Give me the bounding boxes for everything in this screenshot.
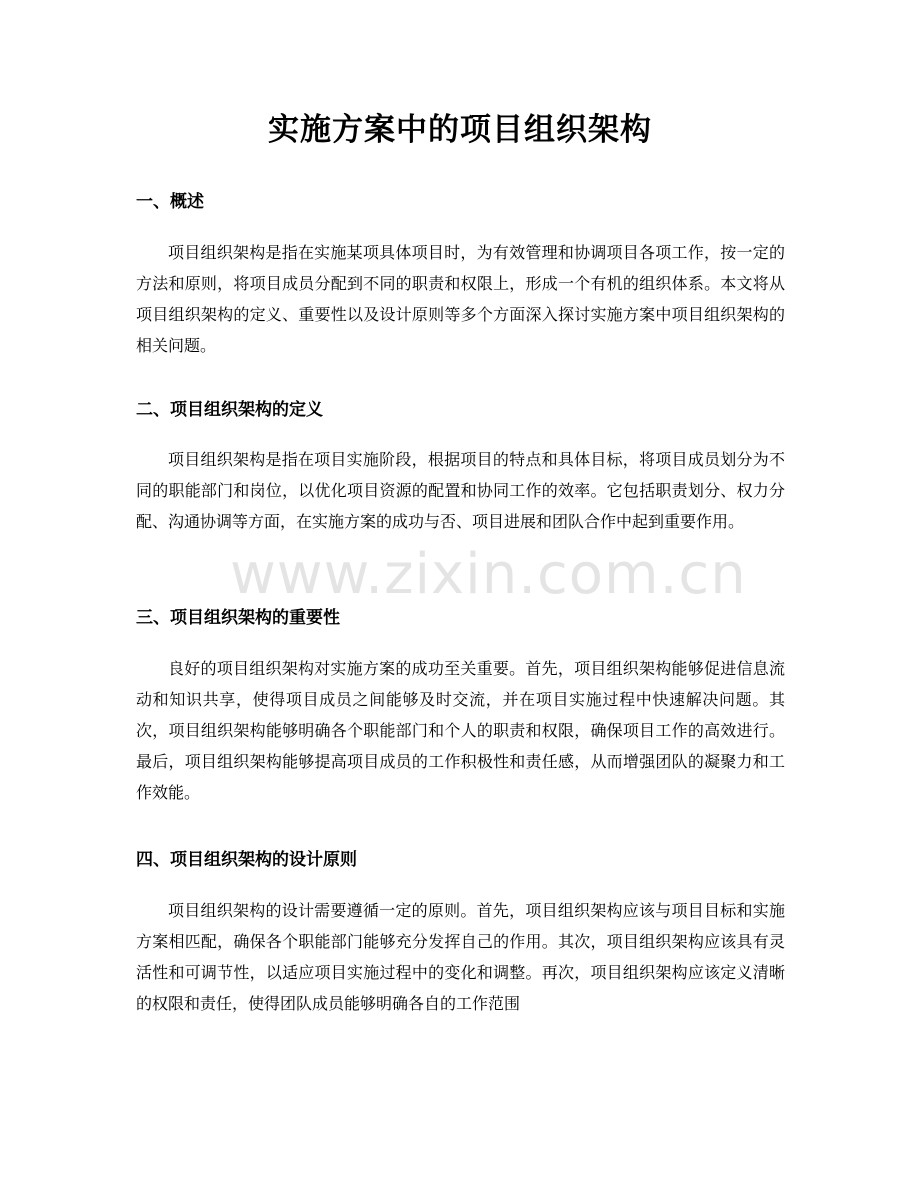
section-body-importance: 良好的项目组织架构对实施方案的成功至关重要。首先，项目组织架构能够促进信息流动和知识共享，使得项目成员之间能够及时交流，并在项目实施过程中快速解决问题。其次，项目组织架构能够明确各个职能部门和个人的职责和权限，确保项目工作的高效进行。最后，项目组织架构能够提高项目成员的工作积极性和责任感，从而增强团队的凝聚力和工作效能。	[136, 659, 785, 802]
section-heading-definition: 二、项目组织架构的定义	[136, 400, 323, 420]
section-body-definition: 项目组织架构是指在项目实施阶段，根据项目的特点和具体目标，将项目成员划分为不同的职能部门和岗位，以优化项目资源的配置和协同工作的效率。它包括职责划分、权力分配、沟通协调等方面，在实施方案的成功与否、项目进展和团队合作中起到重要作用。	[136, 450, 785, 531]
section-heading-overview: 一、概述	[136, 192, 204, 212]
section-body-design-principles: 项目组织架构的设计需要遵循一定的原则。首先，项目组织架构应该与项目目标和实施方案相匹配，确保各个职能部门能够充分发挥自己的作用。其次，项目组织架构应该具有灵活性和可调节性，以适应项目实施过程中的变化和调整。再次，项目组织架构应该定义清晰的权限和责任，使得团队成员能够明确各自的工作范围	[136, 901, 785, 1013]
section-heading-design-principles: 四、项目组织架构的设计原则	[136, 850, 357, 870]
section-body-overview: 项目组织架构是指在实施某项具体项目时，为有效管理和协调项目各项工作，按一定的方法和原则，将项目成员分配到不同的职责和权限上，形成一个有机的组织体系。本文将从项目组织架构的定义、重要性以及设计原则等多个方面深入探讨实施方案中项目组织架构的相关问题。	[136, 243, 785, 355]
document-title: 实施方案中的项目组织架构	[268, 112, 652, 148]
section-heading-importance: 三、项目组织架构的重要性	[136, 608, 340, 628]
watermark-text: www.zixin.com.cn	[230, 542, 747, 607]
